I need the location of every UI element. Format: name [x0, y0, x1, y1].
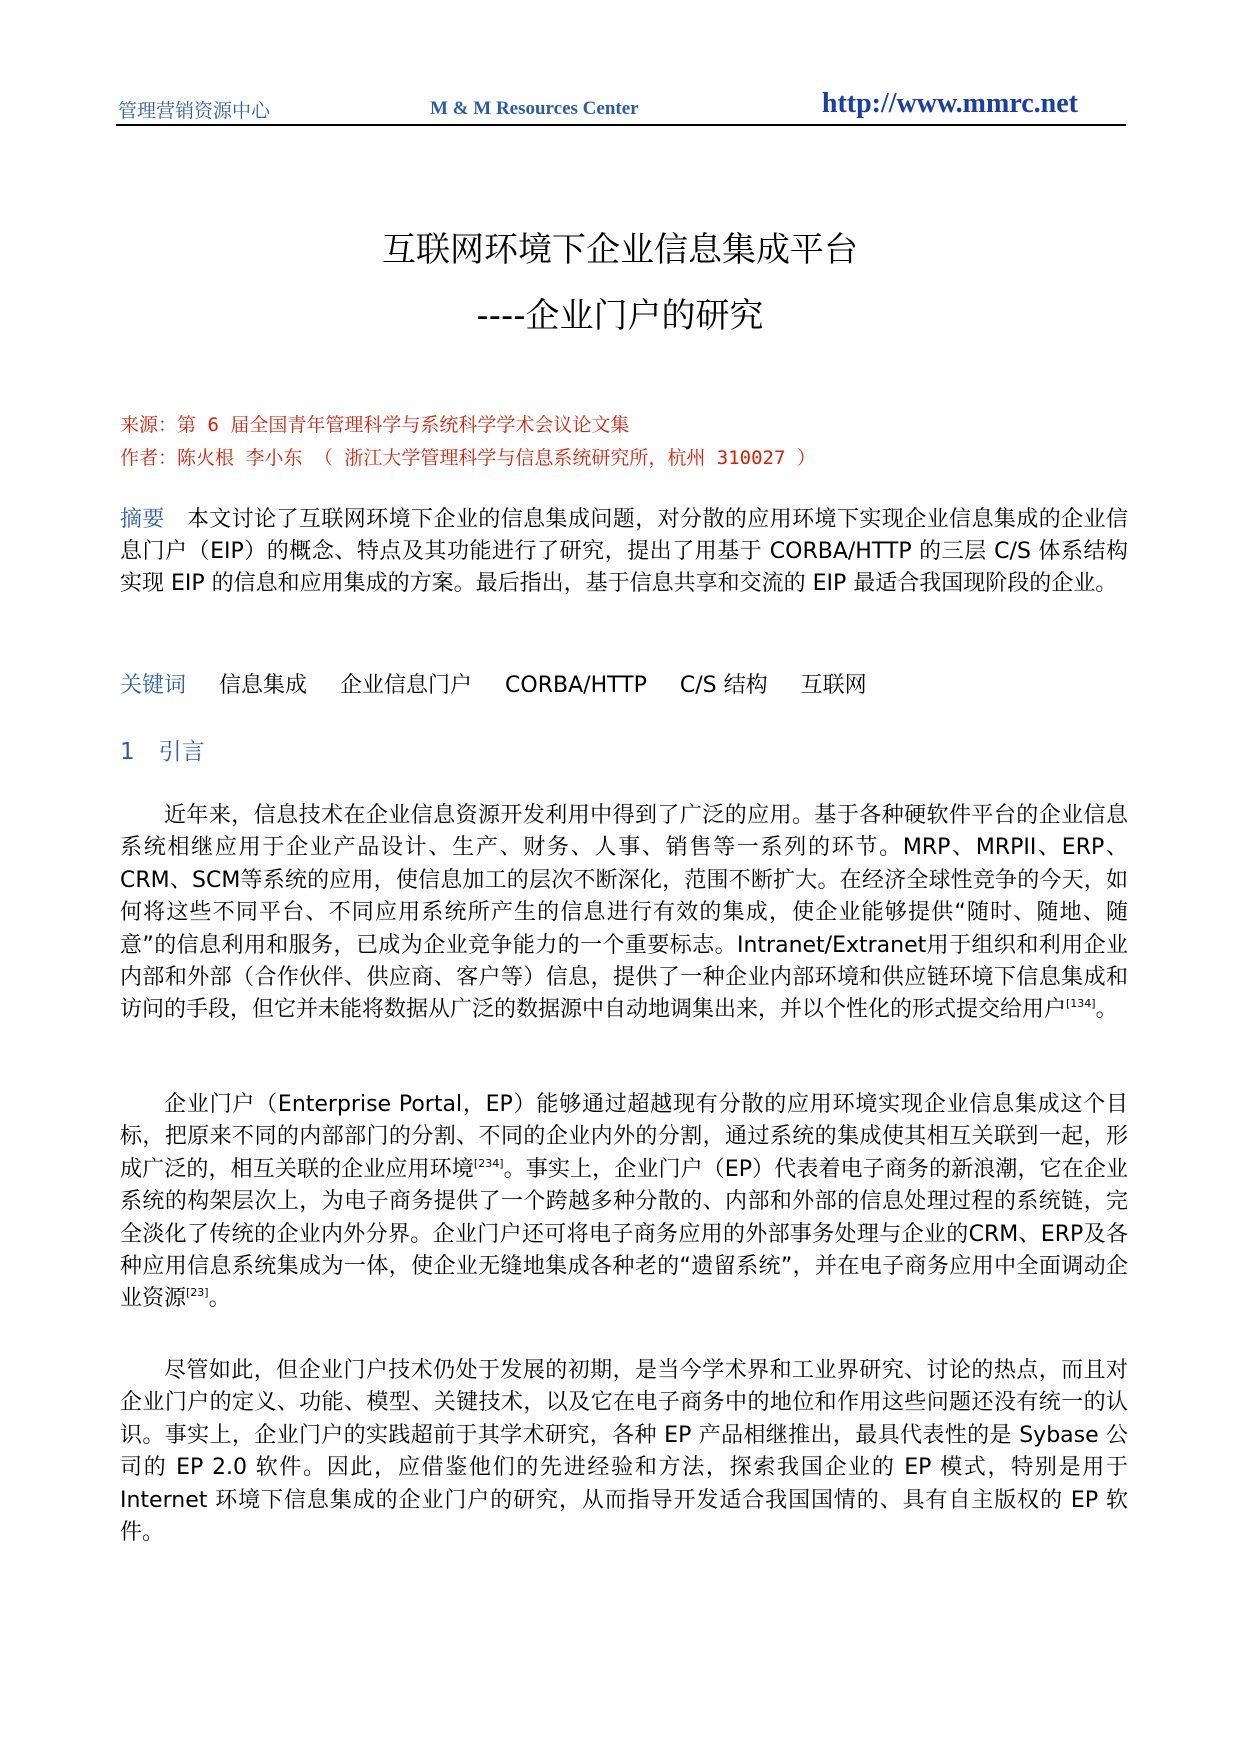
paragraph-text: 企业门户（Enterprise Portal，EP）能够通过超越现有分散的应用环境实现企业信息集成这个目标，把原来不同的内部部门的分割、不同的企业内外的分割，通过系统的集成使其相互关联到一起，形成广泛的，相互关联的企业应用环境 — [120, 1092, 1128, 1182]
paragraph-text: 近年来，信息技术在企业信息资源开发利用中得到了广泛的应用。基于各种硬软件平台的企业信息系统相继应用于企业产品设计、生产、财务、人事、销售等一系列的环节。MRP、MRPII、ERP、CRM、SCM等系统的应用，使信息加工的层次不断深化，范围不断扩大。在经济全球性竞争的今天，如何将这些不同平台、不同应用系统所产生的信息进行有效的集成，使企业能够提供“随时、随地、随意”的信息利用和服务，已成为企业竞争能力的一个重要标志。Intranet/Extranet用于组织和利用企业内部和外部（合作伙伴、供应商、客户等）信息，提供了一种企业内部环境和供应链环境下信息集成和访问的手段，但它并未能将数据从广泛的数据源中自动地调集出来，并以个性化的形式提交给用户 — [120, 803, 1128, 1023]
body-paragraph-1 — [120, 800, 1128, 1027]
keyword-item: 企业信息门户 — [340, 673, 473, 698]
paragraph-end: 。 — [1095, 997, 1118, 1023]
keywords-label: 关键词 — [120, 673, 187, 698]
authors-line: 作者：陈火根 李小东 （ 浙江大学管理科学与信息系统研究所，杭州 310027 ） — [120, 447, 816, 469]
keyword-item: 信息集成 — [219, 673, 308, 698]
header-org-en: M & M Resources Center — [430, 98, 639, 119]
keyword-item: C/S 结构 — [679, 673, 768, 698]
paragraph-text: 。事实上，企业门户（EP）代表着电子商务的新浪潮，它在企业系统的构架层次上，为电子商务提供了一个跨越多种分散的、内部和外部的信息处理过程的系统链，完全淡化了传统的企业内外分界。企业门户还可将电子商务应用的外部事务处理与企业的CRM、ERP及各种应用信息系统集成为一体，使企业无缝地集成各种老的“遗留系统”，并在电子商务应用中全面调动企业资源 — [120, 1156, 1128, 1312]
keyword-item: 互联网 — [800, 673, 867, 698]
paragraph-end: 。 — [208, 1286, 231, 1312]
keyword-item: CORBA/HTTP — [505, 673, 647, 698]
keywords — [120, 668, 893, 699]
citation-ref: [23] — [186, 1286, 209, 1300]
section-title: 引言 — [158, 739, 205, 765]
section-heading-intro — [120, 733, 205, 766]
paragraph-text: 尽管如此，但企业门户技术仍处于发展的初期，是当今学术界和工业界研究、讨论的热点，而且对企业门户的定义、功能、模型、关键技术，以及它在电子商务中的地位和作用这些问题还没有统一的认识。事实上，企业门户的实践超前于其学术研究，各种 EP 产品相继推出，最具代表性的是 Sybase 公司的 EP 2.0 软件。因此，应借鉴他们的先进经验和方法，探索我国企业的 EP 模式，特别是用于 Internet 环境下信息集成的企业门户的研究，从而指导开发适合我国国情的、具有自主版权的 EP 软件。 — [120, 1358, 1128, 1546]
header-url-link[interactable]: http://www.mmrc.net — [821, 88, 1078, 119]
abstract — [120, 504, 1128, 600]
body-paragraph-3 — [120, 1355, 1128, 1549]
paper-subtitle: ----企业门户的研究 — [476, 296, 764, 336]
abstract-label: 摘要 — [120, 507, 165, 532]
source-line: 来源：第 6 届全国青年管理科学与系统科学学术会议论文集 — [120, 414, 630, 436]
citation-ref: [234] — [473, 1156, 504, 1170]
paper-title: 互联网环境下企业信息集成平台 — [382, 230, 858, 270]
body-paragraph-2 — [120, 1089, 1128, 1316]
page-header — [116, 88, 1126, 126]
section-number: 1 — [120, 739, 135, 765]
citation-ref: [134] — [1066, 997, 1096, 1011]
header-org-cn: 管理营销资源中心 — [118, 100, 271, 122]
abstract-text: 本文讨论了互联网环境下企业的信息集成问题，对分散的应用环境下实现企业信息集成的企业信息门户（EIP）的概念、特点及其功能进行了研究，提出了用基于 CORBA/HTTP 的三层 C/S 体系结构实现 EIP 的信息和应用集成的方案。最后指出，基于信息共享和交流的 EIP 最适合我国现阶段的企业。 — [120, 507, 1128, 596]
